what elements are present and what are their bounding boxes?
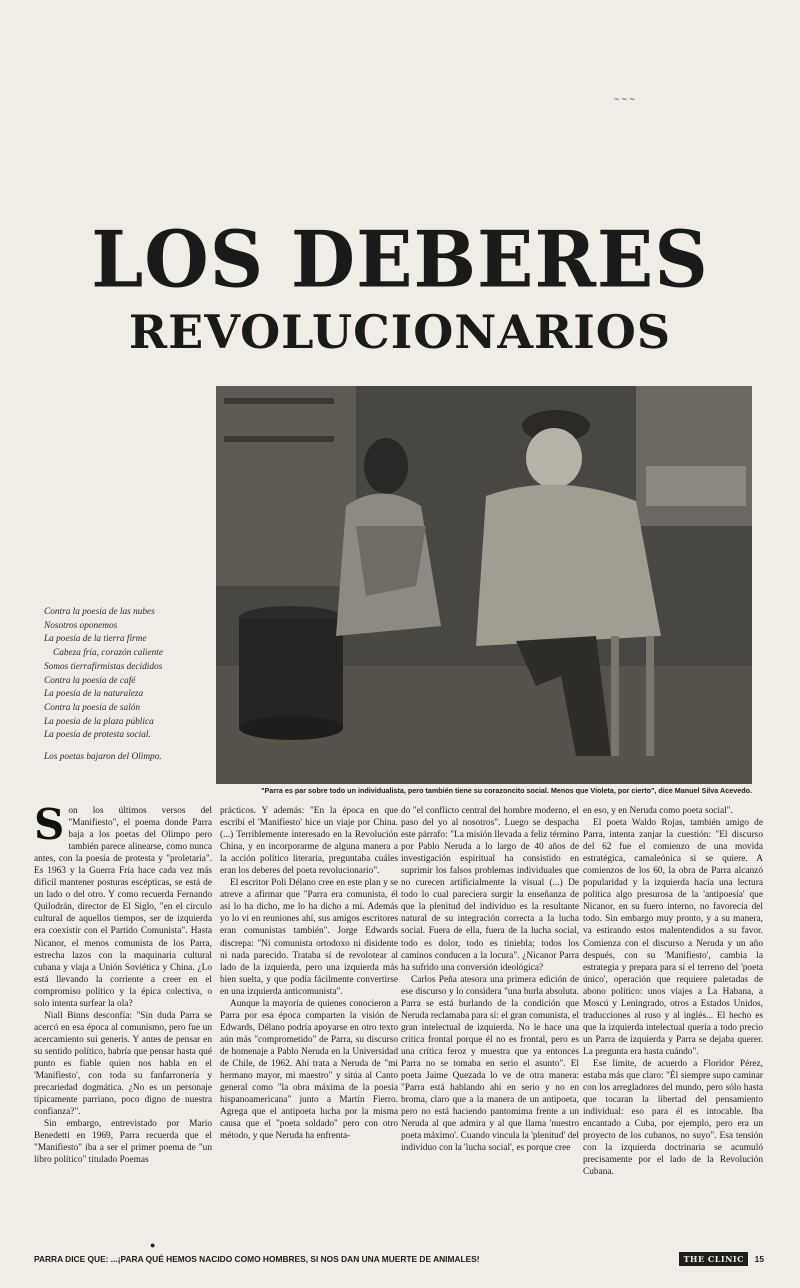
column-3 bbox=[401, 805, 579, 1243]
poem-line: Contra la poesía de café bbox=[44, 675, 136, 686]
poem-line: La poesía de la plaza pública bbox=[44, 716, 154, 727]
column-2 bbox=[220, 805, 398, 1243]
paragraph: El poeta Waldo Rojas, también amigo de Parra, intenta zanjar la cuestión: "El discurso del 62 fue el comienzo de una movida estratégica, camaleónica si se quiere. A comienzos de los 60, la obra de Parra alcanzó popularidad y la izquierda hacía una lectura política algo presurosa de la 'antipoesía' que Nicanor, en su fuero interno, no favorecía del todo. Sin embargo muy pronto, y a su manera, va estirando estos malentendidos a su favor. Comienza con el discurso a Neruda y un año después, con su 'Manifiesto', cambia la estrategia y prepara para sí el terreno del 'poeta único', operación que requiere paletadas de abono político: unos viajes a La Habana, a Moscú y Leningrado, otros a Estados Unidos, traducciones al ruso y al inglés... El hecho es que la izquierda intelectual quería a todo precio un Parra de izquierda y Parra se dejaba querer. La pregunta era hasta cuándo". bbox=[583, 818, 763, 1057]
article-body bbox=[0, 805, 800, 1243]
poem-line: Somos tierrafirmistas decididos bbox=[44, 661, 163, 672]
paragraph: Son los últimos versos del "Manifiesto", el poema donde Parra baja a los poetas del Olimpo pero también parece alinearse, como nunca antes, con la poesía de protesta y "proletaria". Es 1963 y la Guerra Fría hace cada vez más difícil mantener posturas escépticas, se está de un lado o del otro. Y como recuerda Fernando Quilodrán, director de El Siglo, "en el círculo cultural de aquellos tiempos, ser de izquierda era coexistir con el Partido Comunista". Hasta Nicanor, el menos comunista de los Parra, estrecha lazos con la maquinaria cultural cubana y viaja a Unión Soviética y China. ¿Lo está llevando la corriente a creer en el compromiso político y la épica colectiva, o solo intenta surfear la ola? bbox=[34, 805, 212, 1009]
paragraph: Ese límite, de acuerdo a Floridor Pérez, estaba más que claro: "Él siempre supo caminar con los arregladores del mundo, pero sólo hasta que tocaran la libertad del pensamiento individual: eso para él es intocable. Iba encantado a Cuba, por ejemplo, pero era un proyecto de los cubanos, no suyo". Esa tensión con la izquierda doctrinaria se acumuló precisamente por el lado de la Revolución Cubana. bbox=[583, 1058, 763, 1178]
paragraph: Niall Binns desconfía: "Sin duda Parra se acercó en esa época al comunismo, pero fue un acercamiento sui generis. Y antes de pensar en su sentido político, habría que pensar hasta qué punto es fiable quien nos habla en el 'Manifiesto', con toda su fanfarronería y precariedad dogmática. ¿No es un personaje típicamente parriano, poco digno de nuestra confianza?". bbox=[34, 1010, 212, 1118]
poem-footer: Los poetas bajaron del Olimpo. bbox=[44, 752, 162, 763]
article-photo bbox=[216, 386, 752, 784]
column-1 bbox=[34, 805, 212, 1243]
poem-line: Nosotros oponemos bbox=[44, 620, 118, 631]
handwritten-mark: ~ ~ ~ bbox=[614, 94, 635, 104]
poem-line: Cabeza fría, corazón caliente bbox=[53, 648, 164, 659]
paragraph: do "el conflicto central del hombre moderno, el paso del yo al nosotros". Luego se despacha este párrafo: "La misión llevada a feliz término por Pablo Neruda a lo largo de 40 años de investigación espiritual ha consistido en suprimir los falsos problemas individuales que no curecen artificialmente la visual (...) De todo lo cual pareciera surgir la enseñanza de que la plenitud del individuo es la resultante natural de su integración correcta a la lucha social. Fuera de ella, fuera de la lucha social, todo es dolor, todo es tiniebla; todos los caminos conducen a la locura". ¿Nicanor Parra ha sufrido una conversión ideológica? bbox=[401, 806, 579, 973]
article-title-line-2: REVOLUCIONARIOS bbox=[128, 305, 672, 359]
paragraph: en eso, y en Neruda como poeta social". bbox=[583, 806, 733, 816]
paragraph: Sin embargo, entrevistado por Mario Benedetti en 1969, Parra recuerda que el "Manifiesto" iba a ser el primer poema de "un libro político" titulado Poemas bbox=[34, 1119, 212, 1166]
article-title-line-1: LOS DEBERES bbox=[91, 214, 709, 306]
poem-line: Contra la poesía de salón bbox=[44, 702, 141, 713]
page-number: 15 bbox=[754, 1254, 764, 1264]
photo-caption: "Parra es par sobre todo un individualista, pero también tiene su corazoncito social. Menos que Violeta, por cierto", dice Manuel Silva Acevedo. bbox=[261, 786, 752, 795]
poem-excerpt bbox=[44, 606, 214, 765]
paragraph: Aunque la mayoría de quienes conocieron a Parra por esa época comparten la visión de Edwards, Délano podría apoyarse en otro texto aún más "comprometido" de Parra, su discurso de homenaje a Pablo Neruda en la Universidad de Chile, de 1962. Ahí trata a Neruda de "mi hermano mayor, mi maestro" y sitúa al Canto general como "la obra máxima de la poesía hispanoamericana" junto a Martín Fierro. Agrega que el antipoeta lucha por la misma causa que el "poeta soldado" pero con otro método, y que Neruda ha enfrenta- bbox=[220, 998, 398, 1142]
bullet-dot: ● bbox=[150, 1240, 156, 1250]
poem-line: Contra la poesía de las nubes bbox=[44, 607, 155, 617]
magazine-logo: THE CLINIC bbox=[679, 1252, 748, 1266]
page-footer bbox=[34, 1252, 764, 1270]
drop-cap: S bbox=[34, 805, 65, 849]
paragraph: Carlos Peña atesora una primera edición de ese discurso y lo considera "una burla absoluta. Parra se está burlando de la condición que Neruda reclamaba para sí: el gran comunista, el gran intelectual de izquierda. No le hace una crítica frontal porque él no es frontal, pero es una crítica feroz y muestra que ya entonces Parra no se tomaba en serio el asunto". El poeta Jaime Quezada lo ve de otra manera: "Parra está hablando ahí en serio y no en broma, claro que a la manera de un antipoeta, pero no está haciendo pantomima frente a un Neruda al que admira y al que llama 'nuestro poeta máximo'. Cuando vincula la 'plenitud' del individuo con la 'lucha social', es porque cree bbox=[401, 974, 579, 1154]
footer-quote: PARRA DICE QUE: ...¡PARA QUÉ HEMOS NACIDO COMO HOMBRES, SI NOS DAN UNA MUERTE DE ANIMALES! bbox=[34, 1254, 480, 1264]
paragraph: El escritor Poli Délano cree en este plan y se atreve a afirmar que "Parra era comunista, él así lo ha dicho, me lo ha dicho a mí. Además yo lo vi en reuniones ahí, sus amigos escritores eran comunistas también". Jorge Edwards discrepa: "Ni comunista ortodoxo ni disidente ni nada parecido. Trataba sí de revolotear al lado de la izquierda, pero una izquierda más bien suelta, y que podía fácilmente convertirse en una izquierda anticomunista". bbox=[220, 878, 398, 997]
poem-line: La poesía de la tierra firme bbox=[44, 634, 147, 645]
poem-line: La poesía de protesta social. bbox=[44, 730, 151, 741]
column-4 bbox=[583, 805, 763, 1243]
paragraph: prácticos. Y además: "En la época en que escribí el 'Manifiesto' hice un viaje por China. (...) Terriblemente interesado en la Revolución China, y en incorporarme de alguna manera a la acción político literaria, preguntaba cuáles eran los deberes del poeta revolucionario". bbox=[220, 806, 398, 877]
poem-line: La poesía de la naturaleza bbox=[44, 689, 144, 700]
